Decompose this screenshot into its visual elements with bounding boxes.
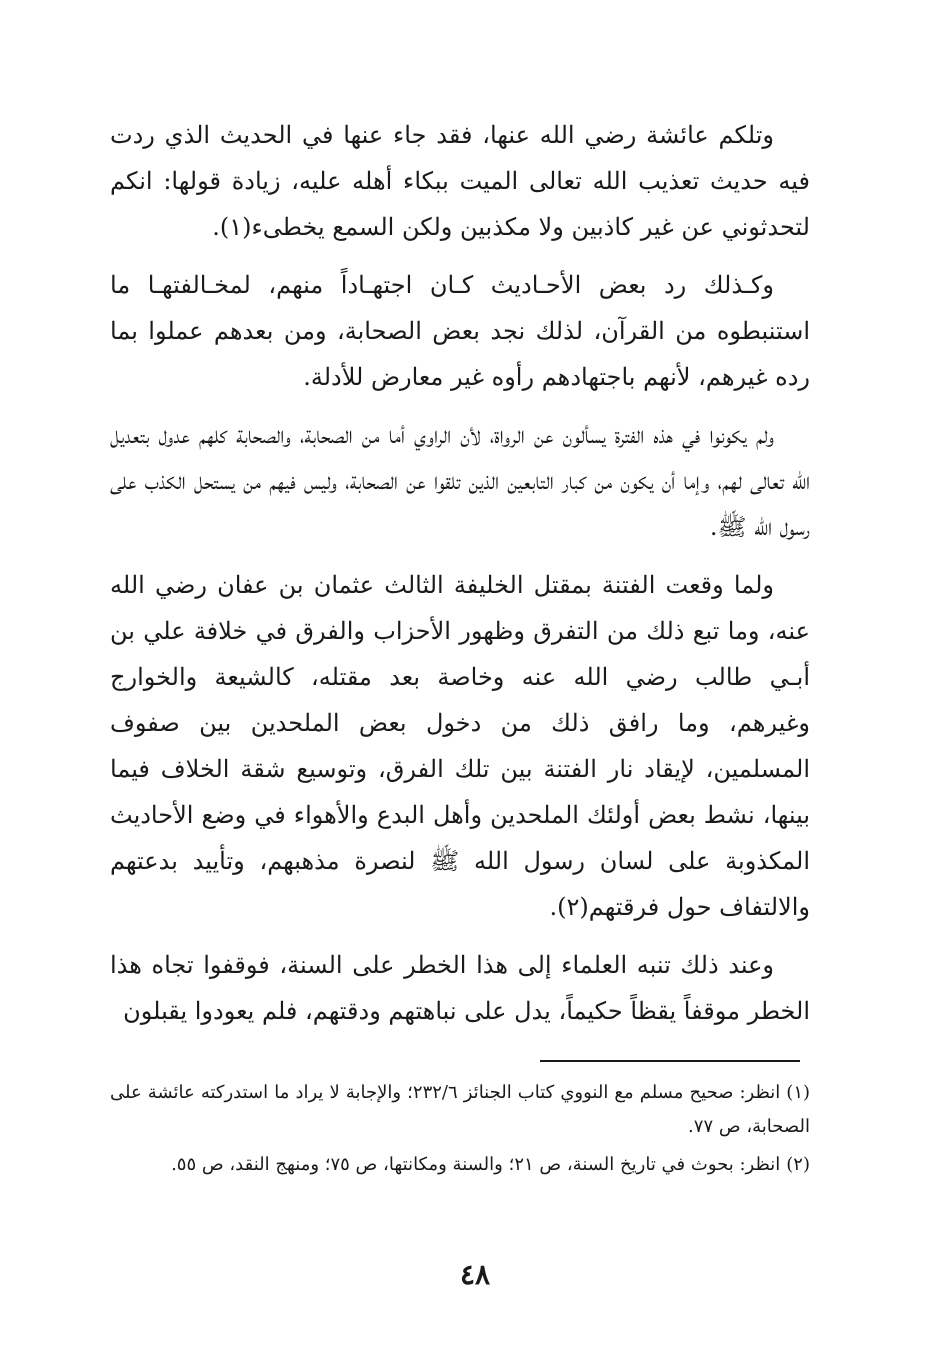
footnote-separator (540, 1060, 800, 1062)
footnote-number: (١) (786, 1082, 811, 1103)
paragraph: ولما وقعت الفتنة بمقتل الخليفة الثالث عثمان بن عفان رضي الله عنه، وما تبع ذلك من التفرق وظهور الأحزاب والفرق في خلافة علي بن أبـي طالب رضي الله عنه وخاصة بعد مقتله، كالشيعة والخوارج وغيرهم، وما رافق ذلك من دخول بعض الملحدين بين صفوف المسلمين، لإيقاد نار الفتنة بين تلك الفرق، وتوسيع شقة الخلاف فيما بينها، نشط بعض أولئك الملحدين وأهل البدع والأهواء في وضع الأحاديث المكذوبة على لسان رسول الله ﷺ لنصرة مذهبهم، وتأييد بدعتهم والالتفاف حول فرقتهم(٢). (110, 571, 811, 921)
footnote (110, 1148, 810, 1182)
footnote-text: انظر: بحوث في تاريخ السنة، ص ٢١؛ والسنة ومكانتها، ص ٧٥؛ ومنهج النقد، ص ٥٥. (171, 1154, 781, 1175)
paragraph: وتلكم عائشة رضي الله عنها، فقد جاء عنها في الحديث الذي ردت فيه حديث تعذيب الله تعالى الميت ببكاء أهله عليه، زيادة قولها: انكم لتحدثوني عن غير كاذبين ولا مكذبين ولكن السمع يخطىء(١). (110, 121, 810, 241)
footnote-number: (٢) (786, 1154, 810, 1175)
paragraph: وكـذلك رد بعض الأحـاديث كـان اجتهـاداً منهم، لمخـالفتهـا ما استنبطوه من القرآن، لذلك نجد بعض الصحابة، ومن بعدهم عملوا بما رده غيرهم، لأنهم باجتهادهم رأوه غير معارض للأدلة. (110, 271, 810, 391)
paragraph: وعند ذلك تنبه العلماء إلى هذا الخطر على السنة، فوقفوا تجاه هذا الخطر موقفاً يقظاً حكيماً، يدل على نباهتهم ودقتهم، فلم يعودوا يقبلون (110, 951, 810, 1025)
footnote (110, 1076, 810, 1144)
page-number: ٤٨ (459, 1258, 491, 1291)
main-text (110, 112, 810, 1034)
page-body (110, 112, 810, 1046)
footnote-text: انظر: صحيح مسلم مع النووي كتاب الجنائز ٢٣٢/٦؛ والإجابة لا يراد ما استدركته عائشة على الصحابة، ص ٧٧. (110, 1082, 810, 1137)
paragraph: ولم يكونوا في هذه الفترة يسألون عن الرواة، لأن الراوي أما من الصحابة، والصحابة كلهم عدول بتعديل الله تعالى لهم، وإما أن يكون من كبار التابعين الذين تلقوا عن الصحابة، وليس فيهم من يستحل الكذب على رسول الله ﷺ. (110, 421, 810, 541)
footnotes (110, 1076, 810, 1186)
